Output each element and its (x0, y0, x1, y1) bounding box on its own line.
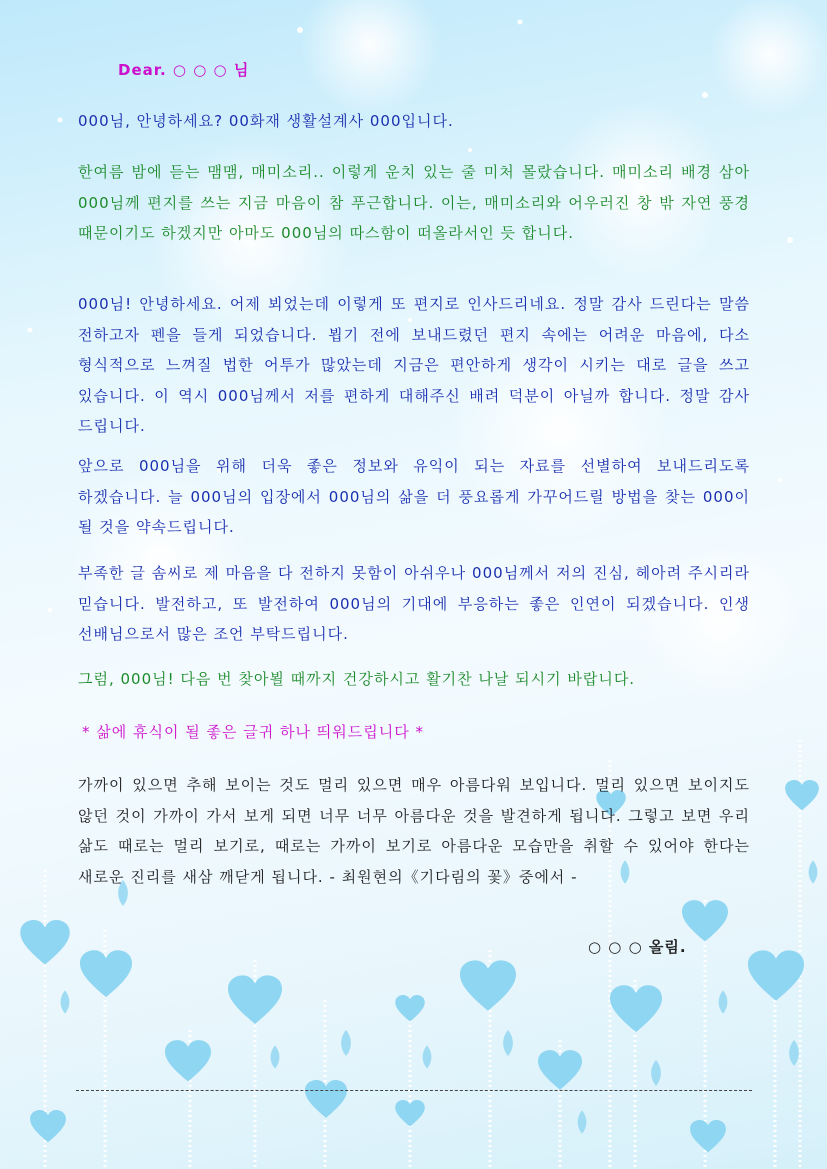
divider-line (76, 1090, 752, 1091)
signature: ○ ○ ○ 올림. (588, 938, 687, 956)
paragraph-1: 한여름 밤에 듣는 맴맴, 매미소리.. 이렇게 운치 있는 줄 미처 몰랐습니다. 매미소리 배경 삼아 000님께 편지를 쓰는 지금 마음이 참 푸근합니다. 이는, 매미소리와 어우러진 창 밖 자연 풍경 때문이기도 하겠지만 아마도 000님의 따스함이 떠올라서인 듯 합니다. (78, 163, 750, 242)
paragraph-3: 앞으로 000님을 위해 더욱 좋은 정보와 유익이 되는 자료를 선별하여 보내드리도록 하겠습니다. 늘 000님의 입장에서 000님의 삶을 더 풍요롭게 가꾸어드릴 방법을 찾는 000이 될 것을 약속드립니다. (78, 457, 750, 536)
quote-heading: * 삶에 휴식이 될 좋은 글귀 하나 띄워드립니다 * (82, 723, 424, 741)
paragraph-2: 000님! 안녕하세요. 어제 뵈었는데 이렇게 또 편지로 인사드리네요. 정말 감사 드린다는 말씀 전하고자 펜을 들게 되었습니다. 뵙기 전에 보내드렸던 편지 속에는 어려운 마음에, 다소 형식적으로 느껴질 법한 어투가 많았는데 지금은 편안하게 생각이 시키는 대로 글을 쓰고 있습니다. 이 역시 000님께서 저를 편하게 대해주신 배려 덕분이 아닐까 합니다. 정말 감사 드립니다. (78, 295, 750, 435)
paragraph-4: 부족한 글 솜씨로 제 마음을 다 전하지 못함이 아쉬우나 000님께서 저의 진심, 헤아려 주시리라 믿습니다. 발전하고, 또 발전하여 000님의 기대에 부응하는 좋은 인연이 되겠습니다. 인생 선배님으로서 많은 조언 부탁드립니다. (78, 564, 750, 643)
greeting: 000님, 안녕하세요? 00화재 생활설계사 000입니다. (78, 112, 454, 130)
quote-text: 가까이 있으면 추해 보이는 것도 멀리 있으면 매우 아름다워 보입니다. 멀리 있으면 보이지도 않던 것이 가까이 가서 보게 되면 너무 너무 아름다운 것을 발견하게 됩니다. 그렇고 보면 우리 삶도 때로는 멀리 보기로, 때로는 가까이 보기로 아름다운 모습만을 취할 수 있어야 한다는 새로운 진리를 새삼 깨닫게 됩니다. - 최원현의《기다림의 꽃》중에서 - (78, 776, 750, 886)
closing-line: 그럼, 000님! 다음 번 찾아뵐 때까지 건강하시고 활기찬 나날 되시기 바랍니다. (78, 670, 636, 688)
salutation: Dear. ○ ○ ○ 님 (118, 61, 250, 79)
